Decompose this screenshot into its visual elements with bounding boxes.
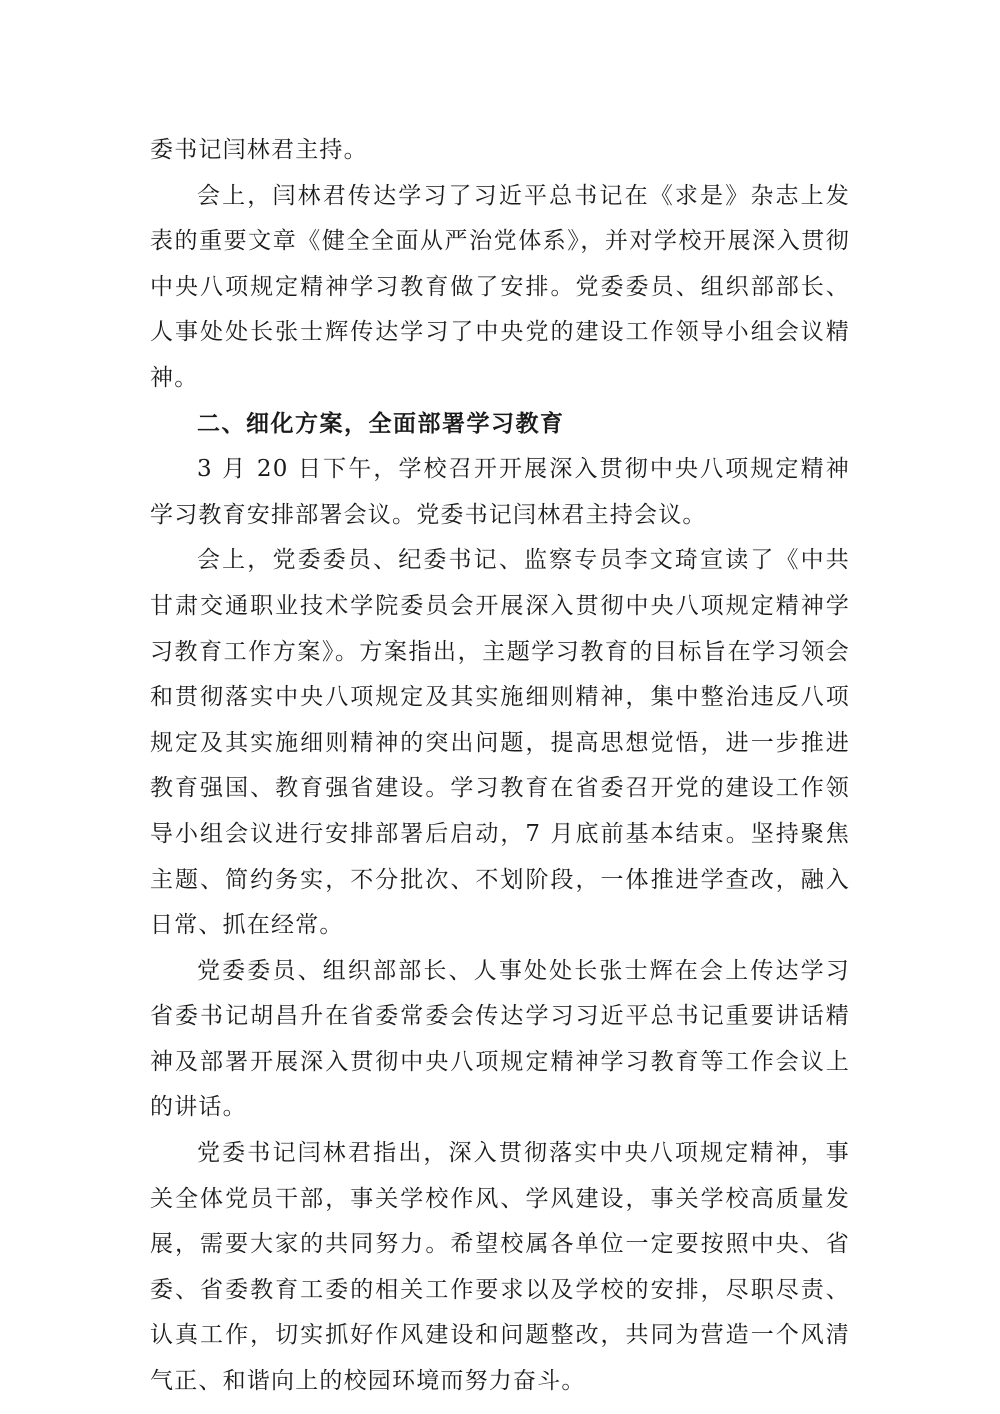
paragraph-meeting-date: 3 月 20 日下午，学校召开开展深入贯彻中央八项规定精神学习教育安排部署会议。党委书记闫林君主持会议。	[150, 456, 850, 528]
section-heading-two: 二、细化方案，全面部署学习教育	[197, 410, 565, 437]
paragraph-meeting-study: 会上，闫林君传达学习了习近平总书记在《求是》杂志上发表的重要文章《健全全面从严治党体系》，并对学校开展深入贯彻中央八项规定精神学习教育做了安排。党委委员、组织部部长、人事处处长张士辉传达学习了中央党的建设工作领导小组会议精神。	[150, 182, 850, 391]
paragraph-continuation: 委书记闫林君主持。	[150, 137, 368, 163]
document-body	[150, 128, 850, 1405]
paragraph-secretary-remarks: 党委书记闫林君指出，深入贯彻落实中央八项规定精神，事关全体党员干部，事关学校作风、学风建设，事关学校高质量发展，需要大家的共同努力。希望校属各单位一定要按照中央、省委、省委教育工委的相关工作要求以及学校的安排，尽职尽责、认真工作，切实抓好作风建设和问题整改，共同为营造一个风清气正、和谐向上的校园环境而努力奋斗。	[150, 1140, 850, 1395]
paragraph-work-plan: 会上，党委委员、纪委书记、监察专员李文琦宣读了《中共甘肃交通职业技术学院委员会开展深入贯彻中央八项规定精神学习教育工作方案》。方案指出，主题学习教育的目标旨在学习领会和贯彻落实中央八项规定及其实施细则精神，集中整治违反八项规定及其实施细则精神的突出问题，提高思想觉悟，进一步推进教育强国、教育强省建设。学习教育在省委召开党的建设工作领导小组会议进行安排部署后启动，7 月底前基本结束。坚持聚焦主题、简约务实，不分批次、不划阶段，一体推进学查改，融入日常、抓在经常。	[150, 547, 850, 939]
paragraph-speech-relay: 党委委员、组织部部长、人事处处长张士辉在会上传达学习省委书记胡昌升在省委常委会传达学习习近平总书记重要讲话精神及部署开展深入贯彻中央八项规定精神学习教育等工作会议上的讲话。	[150, 957, 850, 1121]
